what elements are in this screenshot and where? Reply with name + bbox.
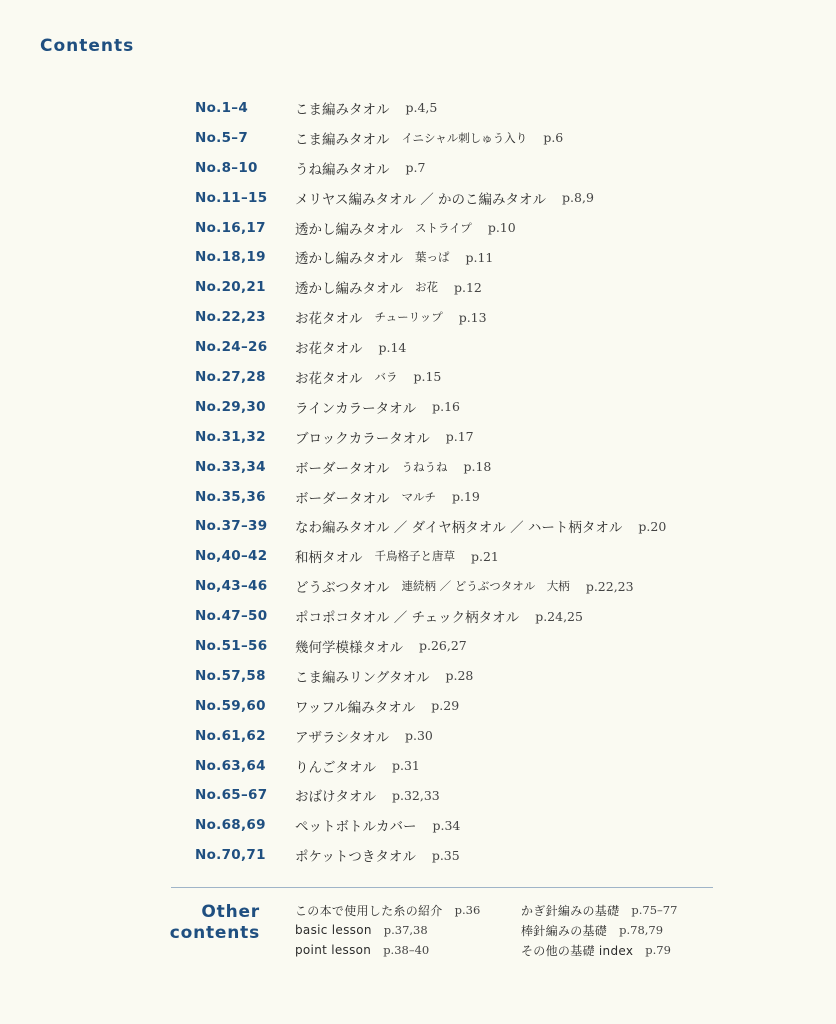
entry-title: どうぶつタオル — [295, 580, 390, 597]
entry-page: p.24,25 — [535, 608, 583, 624]
other-entry-label: かぎ針編みの基礎 — [521, 903, 620, 918]
entry-page: p.21 — [471, 548, 499, 564]
entry-number: No.22,23 — [195, 309, 266, 326]
entry-number: No.16,17 — [195, 219, 266, 236]
entry-title: 透かし編みタオル — [295, 281, 403, 298]
other-entry-page: p.37,38 — [383, 923, 428, 937]
toc-entry[interactable] — [195, 810, 755, 840]
entry-title: 透かし編みタオル — [295, 221, 403, 238]
entry-page: p.20 — [638, 518, 667, 534]
entry-number: No.47–50 — [195, 608, 268, 625]
other-entry[interactable] — [521, 940, 677, 960]
entry-page: p.16 — [432, 399, 460, 415]
toc-entry[interactable] — [195, 661, 755, 691]
entry-subtitle: ストライプ — [415, 220, 472, 235]
entry-title: 幾何学模様タオル — [295, 639, 403, 656]
toc-entry[interactable] — [195, 840, 755, 870]
entry-number: No.63,64 — [195, 757, 266, 774]
entry-number: No.27,28 — [195, 368, 266, 385]
entry-number: No.18,19 — [195, 249, 266, 266]
entry-page: p.35 — [431, 847, 460, 863]
toc-entry[interactable] — [195, 242, 755, 272]
entry-number: No.11–15 — [195, 189, 268, 206]
entry-page: p.11 — [465, 249, 494, 265]
entry-number: No.8–10 — [195, 159, 258, 176]
entry-number: No.33,34 — [195, 458, 266, 475]
entry-page: p.12 — [454, 279, 482, 295]
other-entry-page: p.36 — [454, 903, 481, 917]
toc-entry[interactable] — [195, 631, 755, 661]
entry-page: p.14 — [378, 339, 407, 355]
entry-subtitle: お花 — [415, 280, 438, 295]
entry-page: p.34 — [432, 817, 461, 833]
toc-entry[interactable] — [195, 153, 755, 183]
toc-entry[interactable] — [195, 123, 755, 153]
other-entry-page: p.78,79 — [619, 923, 664, 937]
entry-title: 和柄タオル — [295, 550, 363, 567]
other-entry-label: この本で使用した糸の紹介 — [295, 903, 443, 918]
entry-title: こま編みタオル — [295, 131, 390, 148]
entry-title: ボーダータオル — [295, 460, 390, 477]
entry-number: No.1–4 — [195, 99, 249, 116]
toc-entry[interactable] — [195, 93, 755, 123]
entry-page: p.29 — [431, 698, 460, 714]
entry-title: メリヤス編みタオル ／ かのこ編みタオル — [295, 191, 547, 208]
toc-entry[interactable] — [195, 213, 755, 243]
entry-page: p.32,33 — [392, 787, 440, 803]
other-entry-label: 棒針編みの基礎 — [521, 923, 608, 938]
entry-title: りんごタオル — [295, 759, 376, 776]
toc-entry[interactable] — [195, 751, 755, 781]
entry-number: No.68,69 — [195, 817, 266, 834]
entry-subtitle: イニシャル刺しゅう入り — [401, 130, 528, 145]
entry-page: p.17 — [445, 429, 474, 445]
toc-entry[interactable] — [195, 302, 755, 332]
toc-entry[interactable] — [195, 601, 755, 631]
entry-page: p.26,27 — [419, 638, 467, 654]
page-title: Contents — [40, 36, 135, 56]
other-entry[interactable] — [295, 900, 480, 920]
entry-number: No.65–67 — [195, 787, 268, 804]
entry-title: ブロックカラータオル — [295, 430, 430, 447]
toc-entry[interactable] — [195, 272, 755, 302]
entry-title: うね編みタオル — [295, 161, 390, 178]
toc-entry[interactable] — [195, 571, 755, 601]
other-entry-label: その他の基礎 index — [521, 943, 634, 958]
entry-number: No.35,36 — [195, 488, 266, 505]
other-entry[interactable] — [521, 920, 677, 940]
entry-title: ペットボトルカバー — [295, 819, 417, 836]
entry-title: こま編みリングタオル — [295, 669, 430, 686]
entry-title: おばけタオル — [295, 789, 376, 806]
toc-entry[interactable] — [195, 332, 755, 362]
entry-title: お花タオル — [295, 370, 363, 387]
section-divider — [171, 887, 713, 888]
other-entry-page: p.75–77 — [631, 903, 678, 917]
entry-number: No.70,71 — [195, 847, 266, 864]
entry-number: No,43–46 — [195, 578, 268, 595]
toc-entry[interactable] — [195, 511, 755, 541]
toc-entry[interactable] — [195, 452, 755, 482]
entry-number: No.31,32 — [195, 428, 266, 445]
other-entry[interactable] — [295, 920, 480, 940]
entry-page: p.22,23 — [585, 578, 634, 594]
entry-title: ワッフル編みタオル — [295, 699, 416, 716]
entry-number: No.20,21 — [195, 279, 266, 296]
other-entry-page: p.38–40 — [383, 943, 430, 957]
other-contents-column-2 — [521, 900, 677, 960]
entry-subtitle: うねうね — [401, 459, 448, 474]
entry-title: 透かし編みタオル — [295, 251, 403, 268]
entry-subtitle: マルチ — [401, 489, 436, 504]
entry-title: こま編みタオル — [295, 101, 390, 118]
entry-subtitle: 千鳥格子と唐草 — [374, 549, 455, 564]
contents-list — [195, 93, 755, 870]
entry-page: p.31 — [392, 758, 420, 774]
toc-entry[interactable] — [195, 183, 755, 213]
entry-title: ボーダータオル — [295, 490, 390, 507]
entry-page: p.13 — [458, 309, 487, 325]
other-heading-line2: contents — [169, 923, 260, 943]
entry-page: p.7 — [405, 160, 426, 176]
entry-page: p.30 — [404, 728, 433, 744]
entry-number: No.51–56 — [195, 637, 268, 654]
entry-page: p.18 — [463, 459, 492, 475]
entry-title: アザラシタオル — [295, 729, 389, 746]
entry-number: No.24–26 — [195, 339, 268, 356]
entry-number: No.61,62 — [195, 727, 266, 744]
toc-entry[interactable] — [195, 721, 755, 751]
toc-entry[interactable] — [195, 541, 755, 571]
toc-entry[interactable] — [195, 691, 755, 721]
entry-page: p.19 — [452, 489, 480, 505]
entry-number: No.59,60 — [195, 697, 266, 714]
toc-entry[interactable] — [195, 482, 755, 512]
entry-page: p.10 — [487, 220, 516, 235]
toc-entry[interactable] — [195, 392, 755, 422]
entry-number: No.29,30 — [195, 398, 266, 415]
entry-subtitle: チューリップ — [374, 310, 443, 325]
entry-subtitle: 葉っぱ — [415, 250, 450, 265]
other-entry-label: basic lesson — [295, 923, 372, 937]
entry-number: No.57,58 — [195, 667, 266, 684]
entry-subtitle: バラ — [374, 369, 398, 384]
other-entry[interactable] — [295, 940, 480, 960]
other-contents-heading — [150, 902, 260, 944]
entry-title: ポケットつきタオル — [295, 849, 416, 866]
toc-entry[interactable] — [195, 780, 755, 810]
entry-page: p.15 — [413, 369, 442, 385]
toc-entry[interactable] — [195, 422, 755, 452]
entry-page: p.28 — [445, 668, 474, 684]
entry-title: お花タオル — [295, 311, 363, 328]
entry-title: なわ編みタオル ／ ダイヤ柄タオル ／ ハート柄タオル — [295, 520, 623, 537]
entry-page: p.8,9 — [562, 190, 594, 206]
other-heading-line1: Other — [201, 902, 260, 922]
entry-page: p.6 — [543, 130, 564, 146]
entry-number: No.5–7 — [195, 129, 249, 146]
entry-page: p.4,5 — [405, 100, 438, 116]
toc-entry[interactable] — [195, 362, 755, 392]
entry-title: ポコポコタオル ／ チェック柄タオル — [295, 610, 520, 627]
entry-subtitle: 連続柄 ／ どうぶつタオル 大柄 — [401, 579, 570, 594]
entry-title: お花タオル — [295, 341, 363, 358]
other-entry-label: point lesson — [295, 943, 372, 957]
entry-number: No.37–39 — [195, 518, 268, 535]
entry-title: ラインカラータオル — [295, 400, 417, 417]
other-entry-page: p.79 — [645, 943, 671, 957]
entry-number: No,40–42 — [195, 548, 268, 565]
other-entry[interactable] — [521, 900, 677, 920]
other-contents-column-1 — [295, 900, 480, 960]
